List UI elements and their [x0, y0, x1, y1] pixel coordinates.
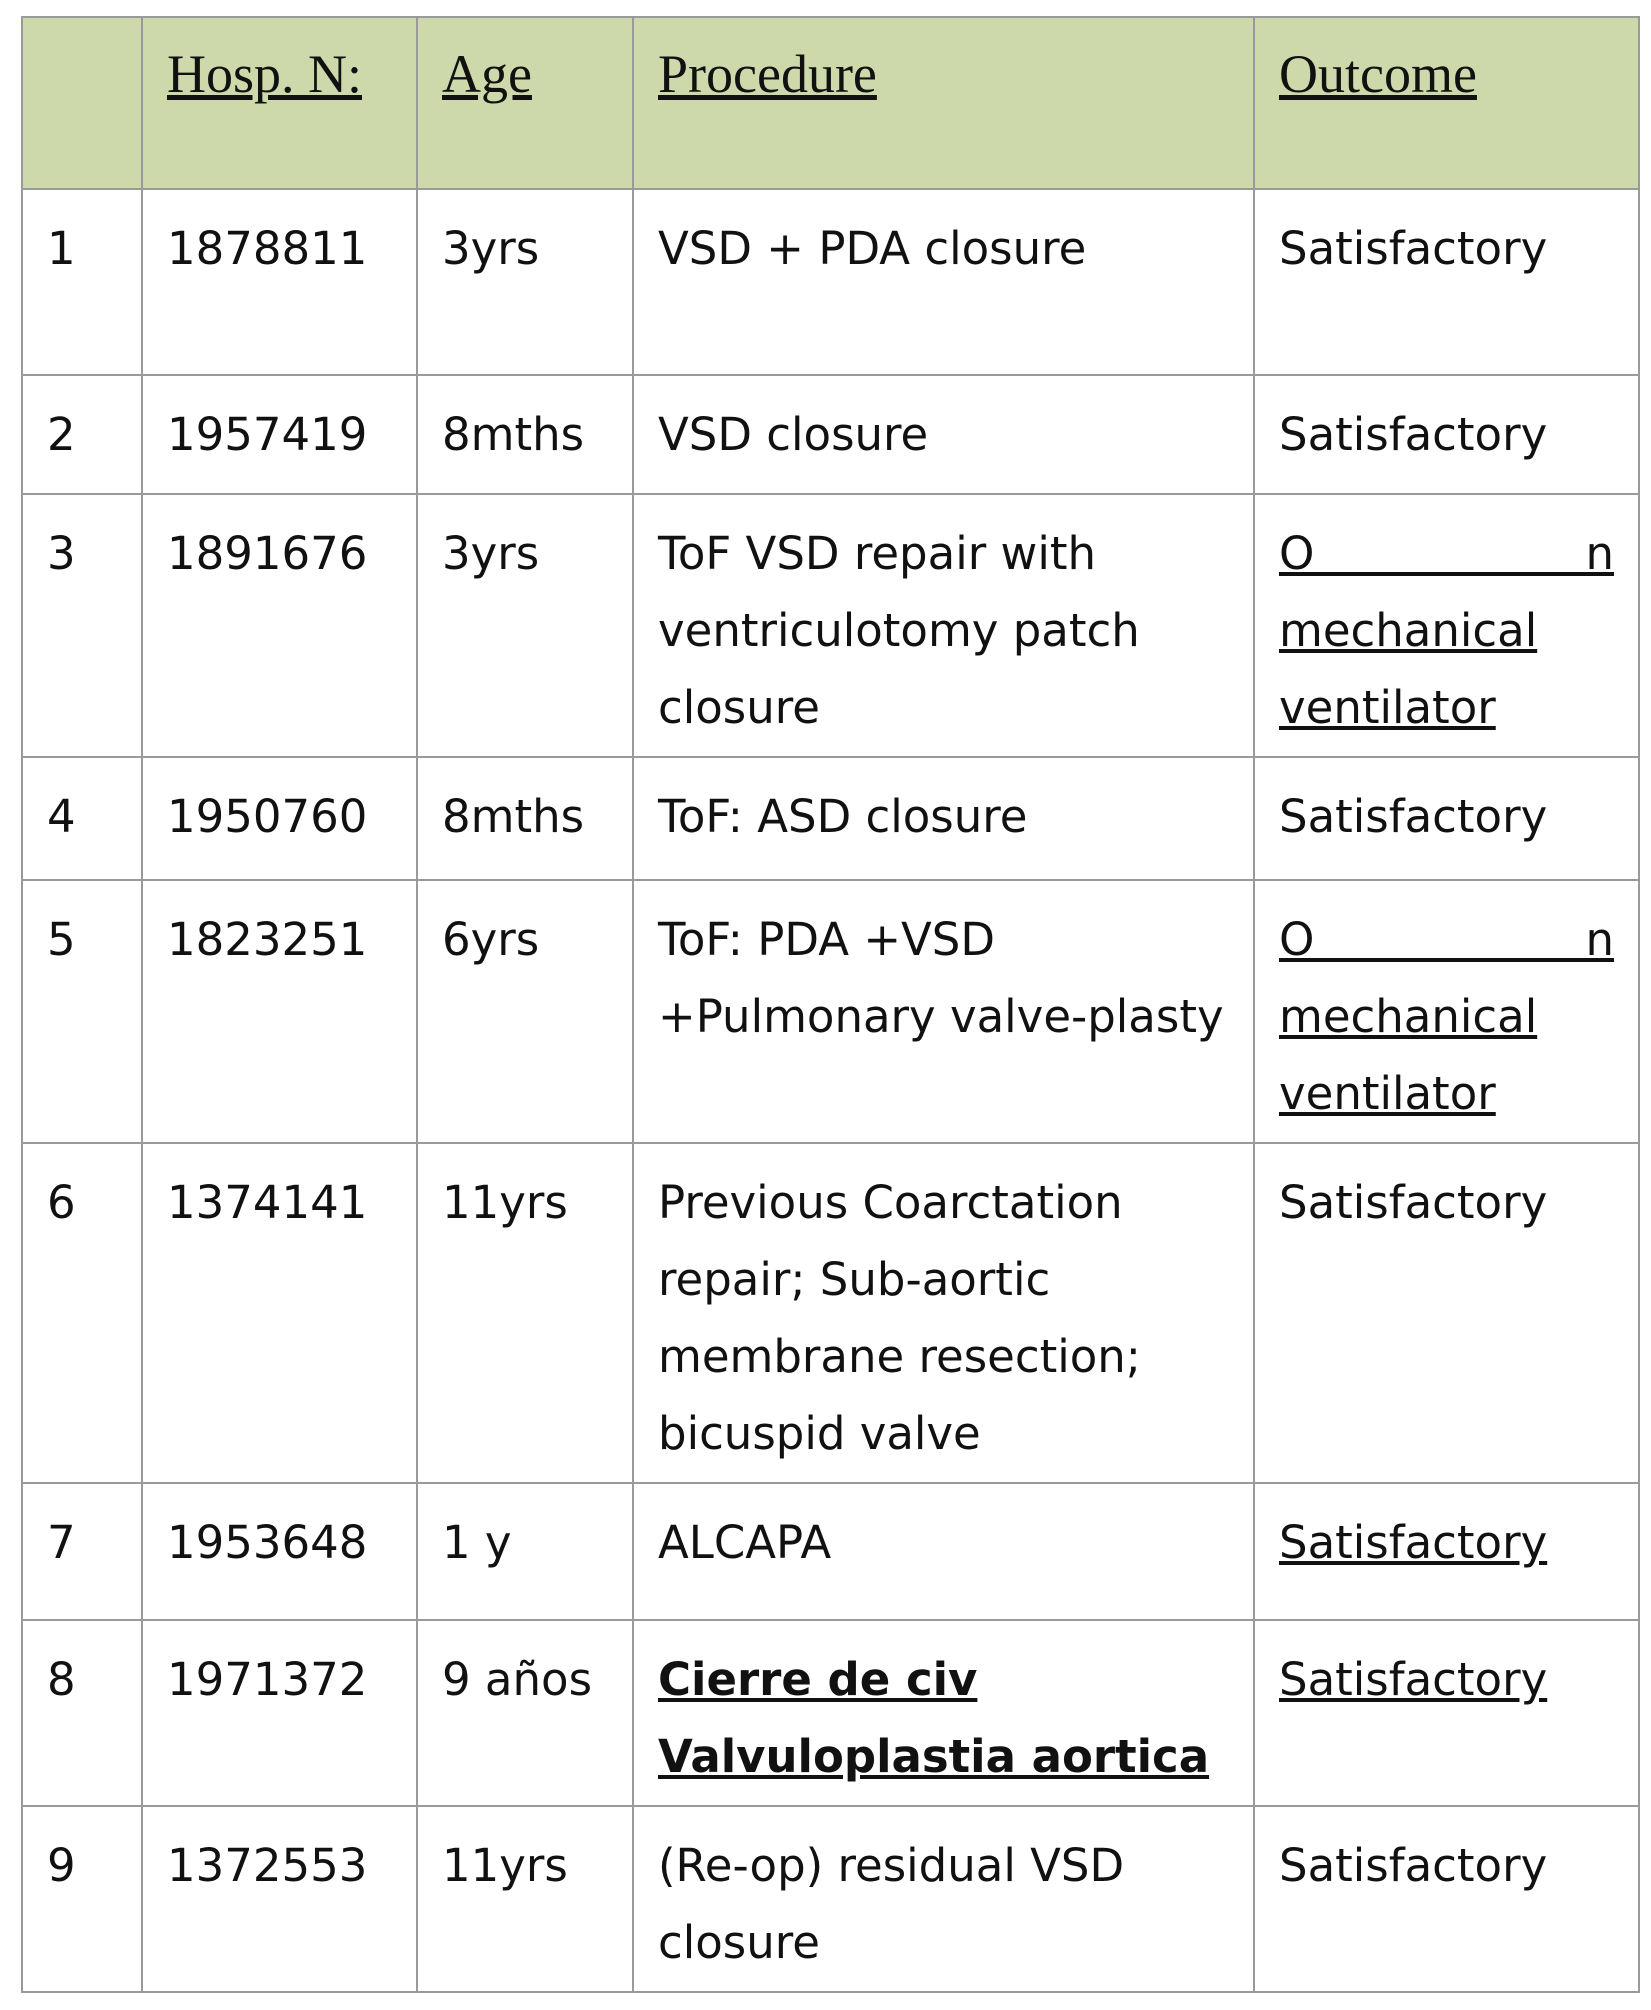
table-row [22, 1806, 1639, 1992]
procedure-line: ventriculotomy patch [658, 604, 1140, 658]
procedure [633, 880, 1254, 1143]
hosp-number: 1878811 [142, 189, 417, 375]
age: 11yrs [417, 1806, 633, 1992]
procedure-line: +Pulmonary valve-plasty [658, 989, 1224, 1043]
row-number: 7 [22, 1483, 142, 1620]
table-row [22, 375, 1639, 494]
age: 6yrs [417, 880, 633, 1143]
age: 1 y [417, 1483, 633, 1620]
outcome-line: O n [1279, 912, 1614, 966]
table-row [22, 494, 1639, 757]
hosp-number: 1372553 [142, 1806, 417, 1992]
header-number [22, 17, 142, 189]
procedure [633, 757, 1254, 879]
table-row [22, 1483, 1639, 1620]
row-number: 6 [22, 1143, 142, 1484]
procedure-line: repair; Sub-aortic [658, 1252, 1051, 1306]
procedure-line: ToF VSD repair with [658, 527, 1096, 581]
procedure-line: VSD + PDA closure [658, 222, 1087, 276]
age: 8mths [417, 757, 633, 879]
outcome-line: Satisfactory [1279, 222, 1548, 276]
row-number: 2 [22, 375, 142, 494]
procedure-line: Previous Coarctation [658, 1175, 1123, 1229]
procedure-line: membrane resection; [658, 1329, 1141, 1383]
outcome-line: Satisfactory [1279, 1652, 1548, 1706]
hosp-number: 1374141 [142, 1143, 417, 1484]
procedure [633, 1143, 1254, 1484]
outcome-line: Satisfactory [1279, 1175, 1548, 1229]
outcome [1254, 880, 1639, 1143]
procedure-line: VSD closure [658, 407, 929, 461]
row-number: 1 [22, 189, 142, 375]
procedure-line: Cierre de civ [658, 1652, 978, 1706]
outcome [1254, 1143, 1639, 1484]
procedure-line: closure [658, 681, 820, 735]
procedure [633, 189, 1254, 375]
outcome [1254, 1806, 1639, 1992]
outcome-line: mechanical [1279, 989, 1538, 1043]
outcome-line: Satisfactory [1279, 790, 1548, 844]
header-age: Age [417, 17, 633, 189]
procedure [633, 375, 1254, 494]
outcome [1254, 494, 1639, 757]
age: 11yrs [417, 1143, 633, 1484]
header-outcome: Outcome [1254, 17, 1639, 189]
row-number: 8 [22, 1620, 142, 1807]
row-number: 4 [22, 757, 142, 879]
procedure-line: closure [658, 1916, 820, 1970]
outcome [1254, 375, 1639, 494]
row-number: 5 [22, 880, 142, 1143]
age: 3yrs [417, 494, 633, 757]
header-hosp-number: Hosp. N: [142, 17, 417, 189]
procedure [633, 494, 1254, 757]
outcome [1254, 1483, 1639, 1620]
procedure-line: Valvuloplastia aortica [658, 1729, 1210, 1783]
outcome-line: O n [1279, 527, 1614, 581]
age: 8mths [417, 375, 633, 494]
table-row [22, 1620, 1639, 1807]
procedure-line: (Re-op) residual VSD [658, 1839, 1125, 1893]
procedure [633, 1483, 1254, 1620]
header-procedure: Procedure [633, 17, 1254, 189]
hosp-number: 1950760 [142, 757, 417, 879]
age: 9 años [417, 1620, 633, 1807]
row-number: 9 [22, 1806, 142, 1992]
outcome [1254, 757, 1639, 879]
outcome-line: ventilator [1279, 1066, 1496, 1120]
table-row [22, 1143, 1639, 1484]
procedure [633, 1806, 1254, 1992]
outcome-line: mechanical [1279, 604, 1538, 658]
procedure [633, 1620, 1254, 1807]
outcome-line: Satisfactory [1279, 1839, 1548, 1893]
hosp-number: 1971372 [142, 1620, 417, 1807]
procedure-line: ToF: PDA +VSD [658, 912, 996, 966]
outcome [1254, 189, 1639, 375]
hosp-number: 1891676 [142, 494, 417, 757]
patient-outcomes-table [21, 16, 1640, 1993]
age: 3yrs [417, 189, 633, 375]
hosp-number: 1953648 [142, 1483, 417, 1620]
hosp-number: 1823251 [142, 880, 417, 1143]
table-row [22, 880, 1639, 1143]
outcome [1254, 1620, 1639, 1807]
row-number: 3 [22, 494, 142, 757]
procedure-line: ToF: ASD closure [658, 790, 1028, 844]
table-row [22, 189, 1639, 375]
procedure-line: ALCAPA [658, 1516, 832, 1570]
header-row [22, 17, 1639, 189]
table-row [22, 757, 1639, 879]
outcome-line: Satisfactory [1279, 407, 1548, 461]
hosp-number: 1957419 [142, 375, 417, 494]
outcome-line: ventilator [1279, 681, 1496, 735]
outcome-line: Satisfactory [1279, 1516, 1548, 1570]
procedure-line: bicuspid valve [658, 1406, 981, 1460]
